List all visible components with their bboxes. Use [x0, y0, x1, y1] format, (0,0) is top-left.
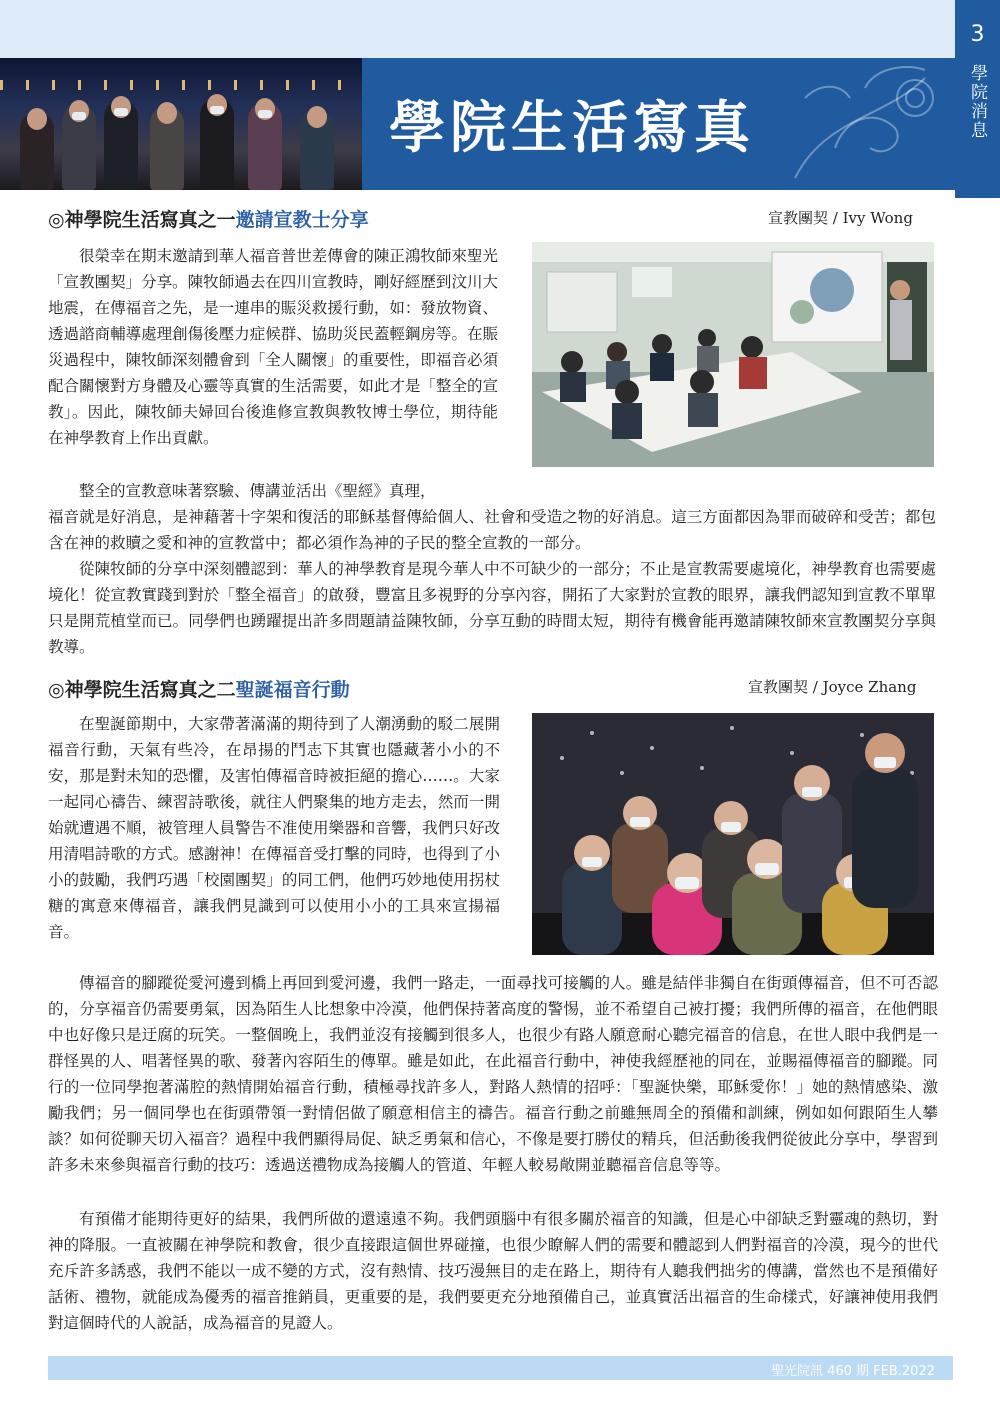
article2-title [48, 675, 350, 702]
classroom-photo-icon [532, 242, 934, 467]
header-band [0, 0, 1000, 58]
banner-photo [0, 58, 362, 190]
article2-title-prefix: ◎神學院生活寫真之二 [48, 679, 236, 701]
article1-title [48, 205, 369, 232]
footer-bar [48, 1356, 953, 1380]
footer-issue-text: 聖光院訊 460 期 FEB.2022 [770, 1364, 935, 1379]
article1-paragraph-2: 福音就是好消息，是神藉著十字架和復活的耶穌基督傳給個人、社會和受造之物的好消息。這三方面都因為罪而破碎和受苦；都包含在神的救贖之愛和神的宣教當中；都必須作為神的子民的整全宣教的一部分。 [48, 508, 936, 552]
group-photo [532, 713, 934, 955]
article2-paragraph-1: 在聖誕節期中，大家帶著滿滿的期待到了人潮湧動的駁二展開福音行動，天氣有些冷，在昂揚的鬥志下其實也隱藏著小小的不安，那是對未知的恐懼，及害怕傳福音時被拒絕的擔心……。大家一起同心禱告、練習詩歌後，就往人們聚集的地方走去，然而一開始就遭遇不順，被管理人員警告不准使用樂器和音響，我們只好改用清唱詩歌的方式。感謝神！在傳福音受打擊的同時，也得到了小小的鼓勵，我們巧遇「校園團契」的同工們，他們巧妙地使用拐杖糖的寓意來傳福音，讓我們見識到可以使用小小的工具來宣揚福音。 [48, 715, 500, 941]
article2-title-highlight: 聖誕福音行動 [235, 679, 350, 701]
article1-byline: 宣教團契 / Ivy Wong [768, 209, 913, 227]
page-number: 3 [970, 22, 985, 47]
page-title: 學院生活寫真 [389, 96, 755, 161]
classroom-photo [532, 242, 934, 467]
section-tab [955, 0, 1000, 198]
article2-paragraph-3: 有預備才能期待更好的結果，我們所做的還遠遠不夠。我們頭腦中有很多關於福音的知識，但是心中卻缺乏對靈魂的熱切，對神的降服。一直被關在神學院和教會，很少直接跟這個世界碰撞，也很少瞭解人們的需要和體認到人們對福音的冷漠，現今的世代充斥許多誘惑，我們不能以一成不變的方式，沒有熱情、技巧漫無目的走在路上，期待有人聽我們拙劣的傳講，當然也不是預備好話術、禮物，就能成為優秀的福音推銷員，更重要的是，我們要更充分地預備自己，並真實活出福音的生命樣式，好讓神使用我們對這個時代的人說話，成為福音的見證人。 [48, 1210, 938, 1332]
group-photo-icon [532, 713, 934, 955]
article2-paragraph-2: 傳福音的腳蹤從愛河邊到橋上再回到愛河邊，我們一路走，一面尋找可接觸的人。雖是結伴非獨自在街頭傳福音，但不可否認的，分享福音仍需要勇氣，因為陌生人比想象中冷漠，他們保持著高度的警惕，並不希望自己被打擾；我們所傳的福音，在他們眼中也好像只是迂腐的玩笑。一整個晚上，我們並沒有接觸到很多人，也很少有路人願意耐心聽完福音的信息，在世人眼中我們是一群怪異的人、唱著怪異的歌、發著內容陌生的傳單。雖是如此，在此福音行動中，神使我經歷祂的同在，並賜福傳福音的腳蹤。同行的一位同學抱著滿腔的熱情開始福音行動，積極尋找許多人，對路人熱情的招呼：「聖誕快樂，耶穌愛你！」她的熱情感染、激勵我們；另一個同學也在街頭帶領一對情侶做了願意相信主的禱告。福音行動之前雖無周全的預備和訓練，例如如何跟陌生人攀談？如何從聊天切入福音？過程中我們顯得局促、缺乏勇氣和信心，不像是要打勝仗的精兵，但活動後我們從彼此分享中，學習到許多未來參與福音行動的技巧：透過送禮物成為接觸人的管道、年輕人較易敞開並聽福音信息等等。 [48, 974, 938, 1174]
article1-paragraph-2-lead: 整全的宣教意味著察驗、傳講並活出《聖經》真理， [79, 482, 436, 500]
article1-paragraph-1: 很榮幸在期末邀請到華人福音普世差傳會的陳正鴻牧師來聖光「宣教團契」分享。陳牧師過去在四川宣教時，剛好經歷到汶川大地震，在傳福音之先，是一連串的賑災救援行動，如：發放物資、透過諮商輔導處理創傷後壓力症候群、協助災民蓋輕鋼房等。在賑災過程中，陳牧師深刻體會到「全人關懷」的重要性，即福音必須配合關懷對方身體及心靈等真實的生活需要，如此才是「整全的宣教」。因此，陳牧師夫婦回台後進修宣教與教牧博士學位，期待能在神學教育上作出貢獻。 [48, 247, 498, 447]
title-banner [0, 58, 955, 190]
article1-paragraph-3: 從陳牧師的分享中深刻體認到：華人的神學教育是現今華人中不可缺少的一部分；不止是宣教需要處境化，神學教育也需要處境化！從宣教實踐到對於「整全福音」的啟發，豐富且多視野的分享內容，開拓了大家對於宣教的眼界，讓我們認知到宣教不單單只是開荒植堂而已。同學們也踴躍提出許多問題請益陳牧師，分享互動的時間太短，期待有機會能再邀請陳牧師來宣教團契分享與教導。 [48, 560, 936, 656]
floral-ornament-icon [775, 58, 955, 190]
article1-title-highlight: 邀請宣教士分享 [235, 209, 369, 231]
article1-title-prefix: ◎神學院生活寫真之一 [48, 209, 236, 231]
article2-byline: 宣教團契 / Joyce Zhang [748, 678, 917, 696]
section-label: 學院消息 [967, 64, 987, 140]
